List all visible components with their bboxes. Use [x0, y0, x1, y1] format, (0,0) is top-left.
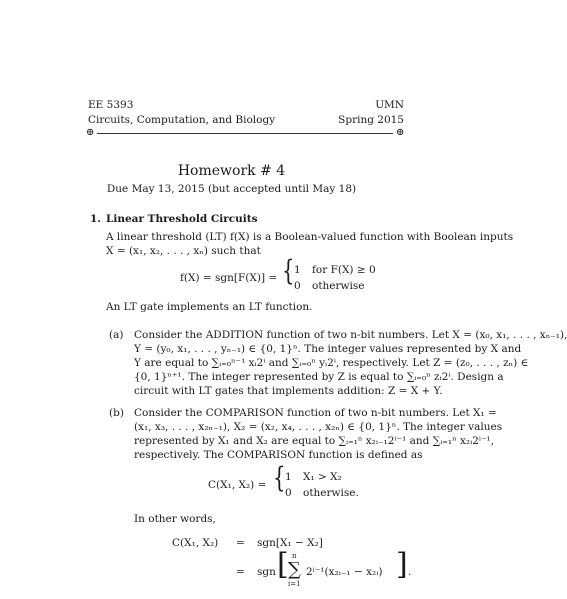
eq2-left-bracket: [ [277, 547, 289, 582]
intro-line-2: X = (x₁, x₂, . . . , xₙ) such that [106, 245, 261, 257]
problem-heading: Linear Threshold Circuits [106, 213, 258, 225]
comparison-case1-condition: X₁ > X₂ [303, 471, 342, 483]
eq2-term: 2ⁱ⁻¹(x₂ᵢ₋₁ − x₂ᵢ) [306, 566, 383, 578]
term: Spring 2015 [338, 114, 404, 126]
part-a-label: (a) [109, 329, 124, 341]
eq2-rhs-1: sgn[X₁ − X₂] [257, 537, 323, 549]
lt-gate-text: An LT gate implements an LT function. [106, 301, 313, 313]
course-title: Circuits, Computation, and Biology [88, 114, 276, 126]
other-words-text: In other words, [134, 513, 216, 525]
eq2-sum-upper: n [292, 552, 297, 560]
eq2-right-bracket: ] [396, 547, 408, 582]
comparison-case2-value: 0 [285, 487, 292, 499]
header-rule [97, 133, 393, 134]
eq2-sum-icon: ∑ [288, 559, 301, 580]
lt-equation-lhs: f(X) = sgn[F(X)] = [180, 272, 278, 284]
part-a-line-1: Consider the ADDITION function of two n-bit numbers. Let X = (x₀, x₁, . . . , xₙ₋₁), [134, 329, 567, 341]
course-code: EE 5393 [88, 99, 134, 111]
part-a-line-4: {0, 1}ⁿ⁺¹. The integer represented by Z is equal to ∑ᵢ₌₀ⁿ zᵢ2ⁱ. Design a [134, 371, 504, 383]
comparison-lhs: C(X₁, X₂) = [208, 479, 267, 491]
comparison-case2-condition: otherwise. [303, 487, 359, 499]
due-date: Due May 13, 2015 (but accepted until May 18) [106, 183, 357, 195]
eq2-lhs: C(X₁, X₂) [172, 537, 219, 549]
page-title: Homework # 4 [177, 163, 286, 179]
part-a-line-2: Y = (y₀, x₁, . . . , yₙ₋₁) ∈ {0, 1}ⁿ. The integer values represented by X and [134, 343, 522, 355]
part-b-line-1: Consider the COMPARISON function of two n-bit numbers. Let X₁ = [134, 407, 497, 419]
part-b-label: (b) [109, 407, 124, 419]
eq2-sgn: sgn [257, 566, 276, 578]
lt-case1-value: 1 [294, 264, 301, 276]
oplus-mark-left: ⊕ [86, 127, 95, 138]
oplus-mark-right: ⊕ [396, 127, 405, 138]
lt-case1-condition: for F(X) ≥ 0 [312, 264, 376, 276]
intro-line-1: A linear threshold (LT) f(X) is a Boolean-valued function with Boolean inputs [106, 231, 514, 243]
lt-case2-condition: otherwise [312, 280, 365, 292]
lt-case2-value: 0 [294, 280, 301, 292]
comparison-brace: { [273, 461, 286, 494]
eq2-equals-2: = [236, 566, 245, 578]
part-b-line-4: respectively. The COMPARISON function is defined as [134, 449, 423, 461]
part-a-line-3: Y are equal to ∑ᵢ₌₀ⁿ⁻¹ xᵢ2ⁱ and ∑ᵢ₌₀ⁿ yᵢ2ⁱ, respectively. Let Z = (z₀, . . . , zₙ) ∈ [134, 357, 529, 369]
eq2-sum-lower: i=1 [288, 580, 301, 588]
part-b-line-2: (x₁, x₃, . . . , x₂ₙ₋₁), X₂ = (x₂, x₄, . . . , x₂ₙ) ∈ {0, 1}ⁿ. The integer values [134, 421, 503, 433]
eq2-period: . [408, 566, 412, 578]
part-a-line-5: circuit with LT gates that implements addition: Z = X + Y. [134, 385, 443, 397]
university: UMN [375, 99, 404, 111]
lt-equation-brace: { [282, 254, 295, 287]
comparison-case1-value: 1 [285, 471, 292, 483]
part-b-line-3: represented by X₁ and X₂ are equal to ∑ᵢ₌₁ⁿ x₂ᵢ₋₁2ⁱ⁻¹ and ∑ᵢ₌₁ⁿ x₂ᵢ2ⁱ⁻¹, [134, 435, 495, 447]
problem-number: 1. [90, 213, 101, 225]
eq2-equals-1: = [236, 537, 245, 549]
